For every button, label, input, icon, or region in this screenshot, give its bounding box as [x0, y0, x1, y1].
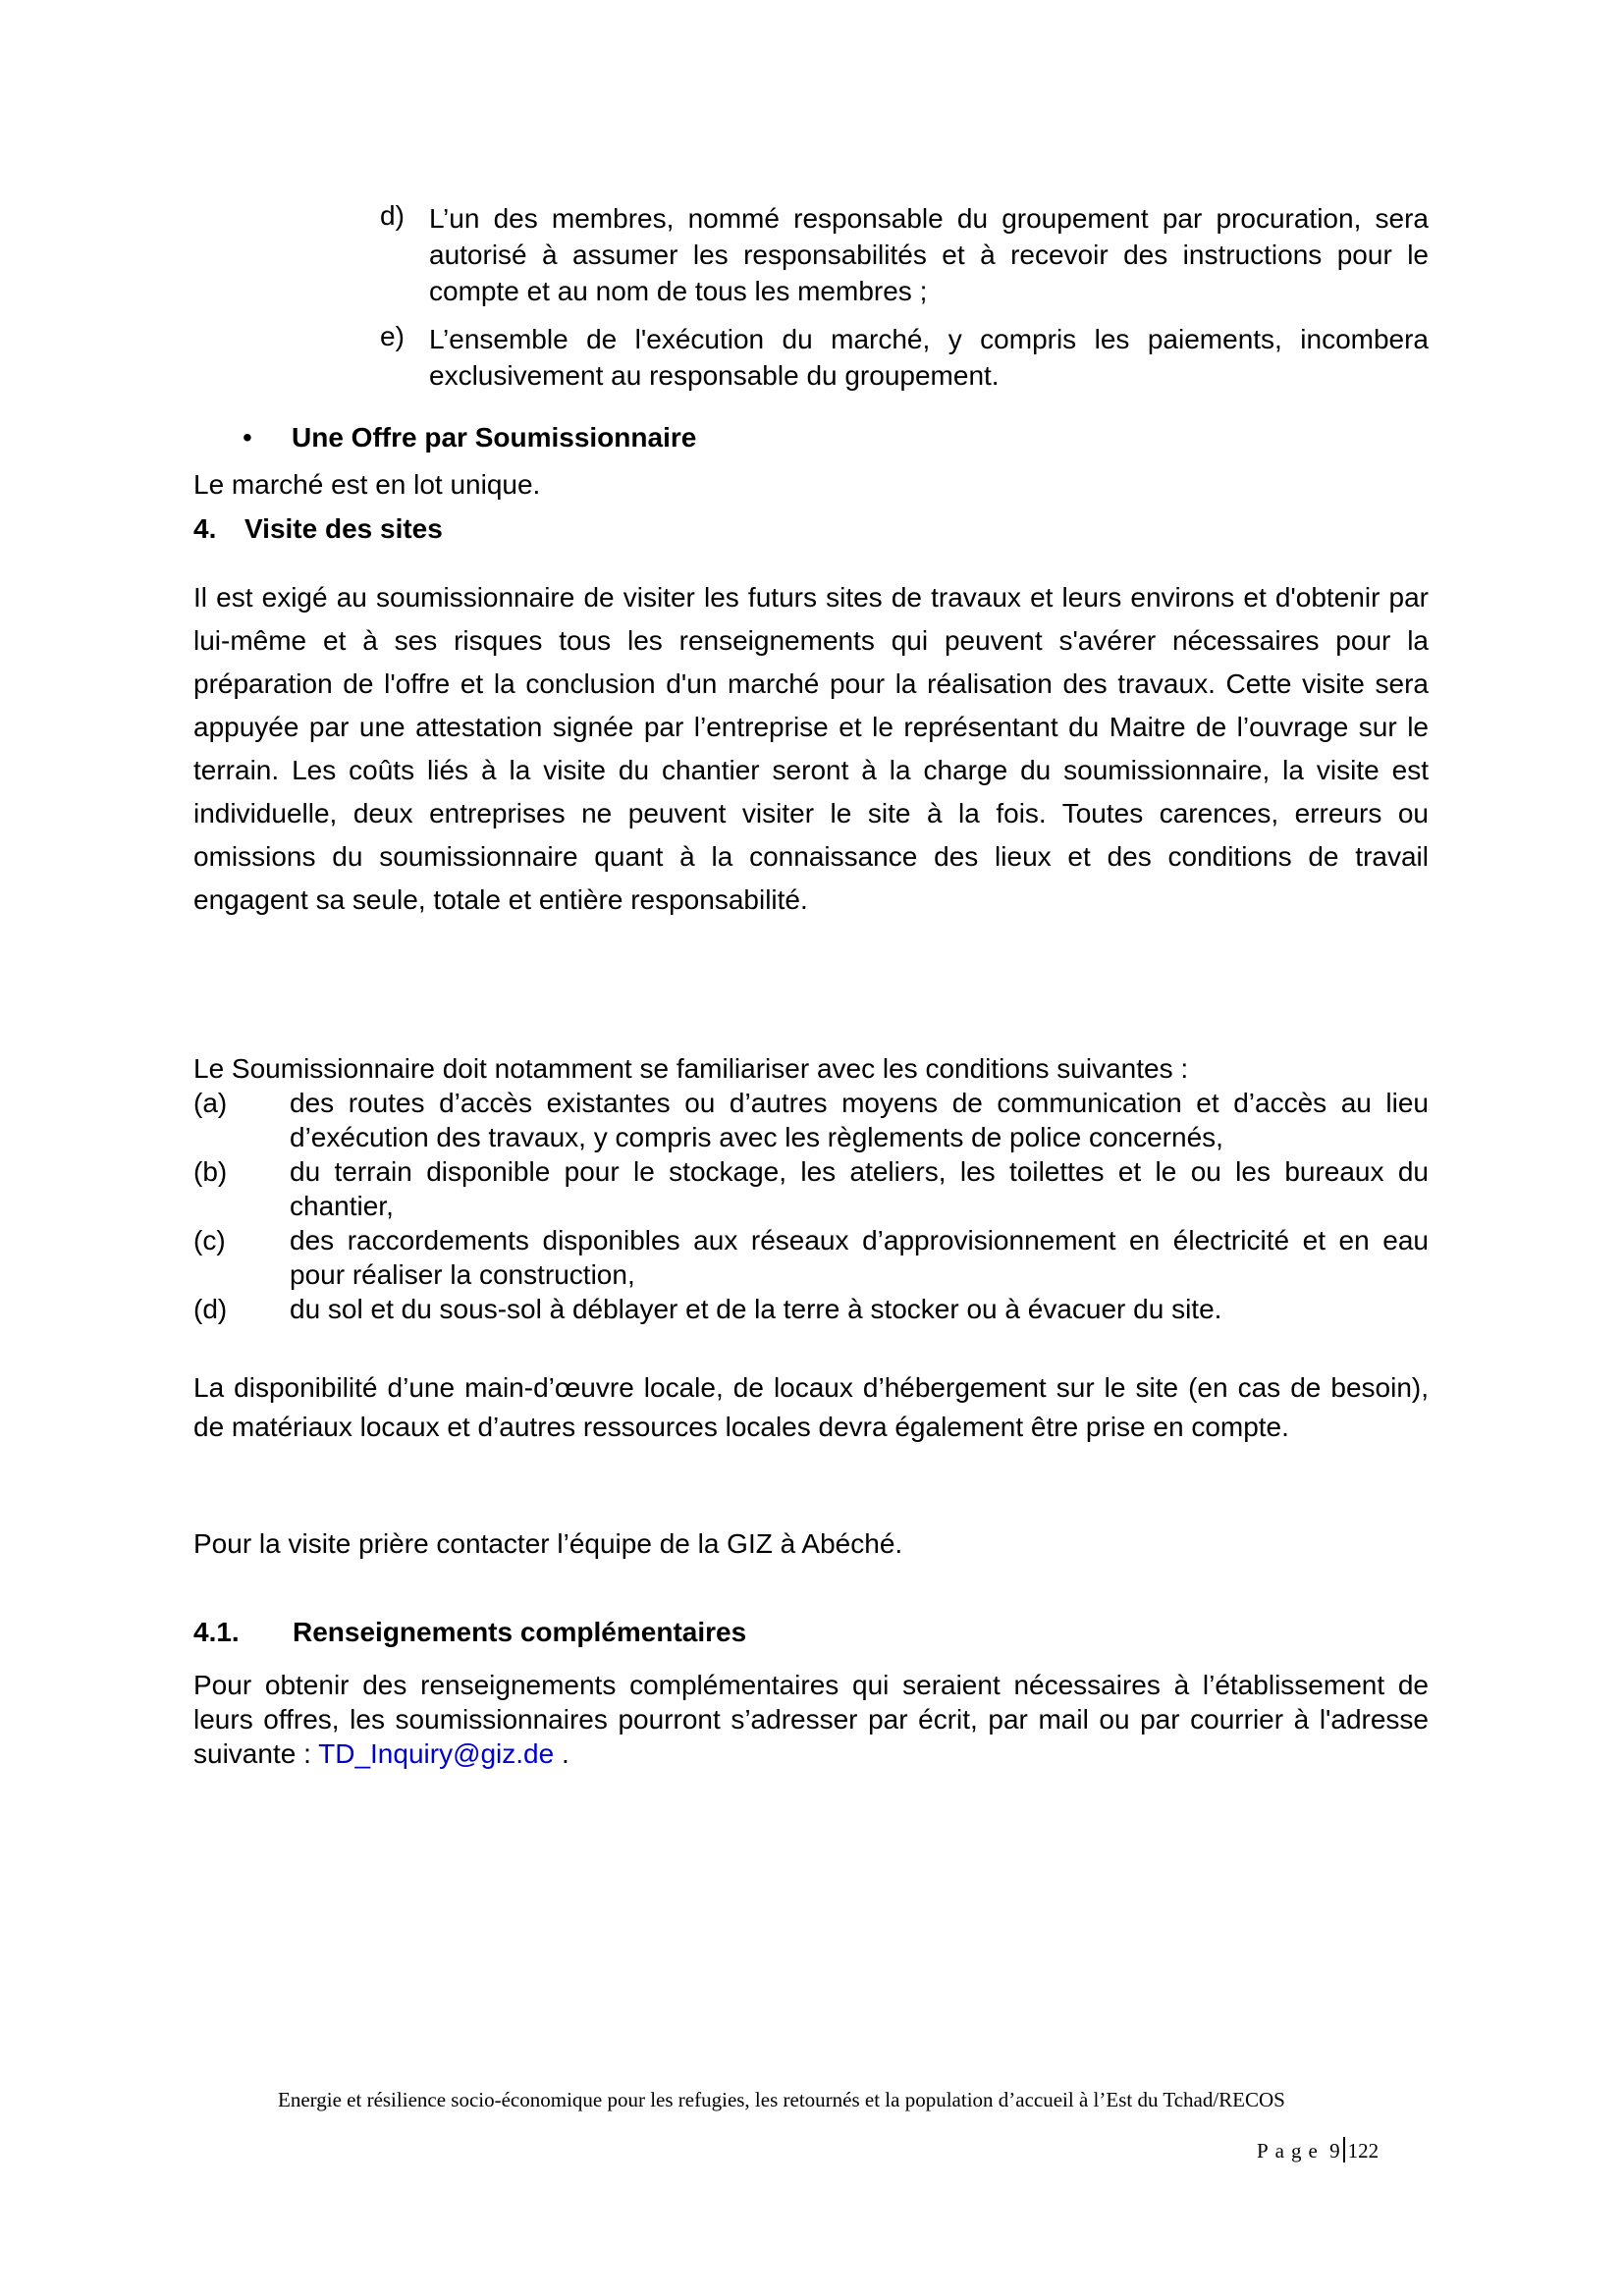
condition-text: des raccordements disponibles aux réseaux d’approvisionnement en électricité et en eau pour réaliser la construction, [290, 1225, 1429, 1290]
condition-item-d [193, 1292, 1429, 1326]
condition-label: (a) [193, 1088, 228, 1118]
page-current: 9 [1329, 2139, 1340, 2163]
conditions-intro: Le Soumissionnaire doit notamment se familiariser avec les conditions suivantes : [193, 1053, 1189, 1084]
availability-paragraph: La disponibilité d’une main-d’œuvre locale, de locaux d’hébergement sur le site (en cas de besoin), de matériaux locaux et d’autres ressources locales devra également être prise en compte. [193, 1372, 1429, 1442]
footer-project-title: Energie et résilience socio-économique pour les refugies, les retournés et la population d’accueil à l’Est du Tchad/RECOS [278, 2088, 1285, 2111]
inquiry-paragraph [193, 1668, 1429, 1771]
contact-paragraph: Pour la visite prière contacter l’équipe de la GIZ à Abéché. [193, 1528, 903, 1559]
section-number: 4. [193, 513, 217, 544]
bullet-icon: • [243, 422, 252, 453]
inquiry-text-end: . [554, 1738, 569, 1769]
condition-text: des routes d’accès existantes ou d’autres moyens de communication et d’accès au lieu d’exécution des travaux, y compris avec les règlements de police concernés, [290, 1088, 1429, 1152]
condition-label: (d) [193, 1294, 228, 1324]
page-label: Page [1257, 2139, 1325, 2163]
page-number [1257, 2137, 1379, 2163]
section-title: Renseignements complémentaires [293, 1617, 747, 1647]
page-separator [1343, 2137, 1345, 2163]
page-total: 122 [1347, 2139, 1380, 2163]
sublist-text: L’un des membres, nommé responsable du groupement par procuration, sera autorisé à assumer les responsabilités et à recevoir des instructions pour le compte et au nom de tous les membres ; [429, 203, 1429, 306]
bullet-heading-text: Une Offre par Soumissionnaire [292, 422, 697, 453]
site-visit-paragraph: Il est exigé au soumissionnaire de visiter les futurs sites de travaux et leurs environs et d'obtenir par lui-même et à ses risques tous les renseignements qui peuvent s'avérer nécessaires pour la préparation de l'offre et la conclusion d'un marché pour la réalisation des travaux. Cette visite sera appuyée par une attestation signée par l’entreprise et le représentant du Maitre de l’ouvrage sur le terrain. Les coûts liés à la visite du chantier seront à la charge du soumissionnaire, la visite est individuelle, deux entreprises ne peuvent visiter le site à la fois. Toutes carences, erreurs ou omissions du soumissionnaire quant à la connaissance des lieux et des conditions de travail engagent sa seule, totale et entière responsabilité. [193, 582, 1429, 915]
sublist-label: d) [380, 200, 405, 231]
section-number: 4.1. [193, 1617, 240, 1647]
condition-label: (b) [193, 1156, 228, 1187]
email-link[interactable]: TD_Inquiry@giz.de [318, 1738, 555, 1769]
condition-item-c [193, 1223, 1429, 1292]
condition-text: du sol et du sous-sol à déblayer et de la terre à stocker ou à évacuer du site. [290, 1294, 1222, 1324]
sublist-label: e) [380, 321, 405, 351]
section-title: Visite des sites [244, 513, 443, 544]
condition-label: (c) [193, 1225, 226, 1255]
conditions-list [193, 1086, 1429, 1326]
lot-text: Le marché est en lot unique. [193, 469, 541, 500]
sublist-text: L’ensemble de l'exécution du marché, y compris les paiements, incombera exclusivement au responsable du groupement. [429, 324, 1429, 391]
condition-text: du terrain disponible pour le stockage, les ateliers, les toilettes et le ou les bureaux du chantier, [290, 1156, 1429, 1221]
condition-item-b [193, 1154, 1429, 1223]
inquiry-text: Pour obtenir des renseignements complémentaires qui seraient nécessaires à l’établissement de leurs offres, les soumissionnaires pourront s’adresser par écrit, par mail ou par courrier à l'adresse suivante : [193, 1670, 1429, 1769]
condition-item-a [193, 1086, 1429, 1154]
